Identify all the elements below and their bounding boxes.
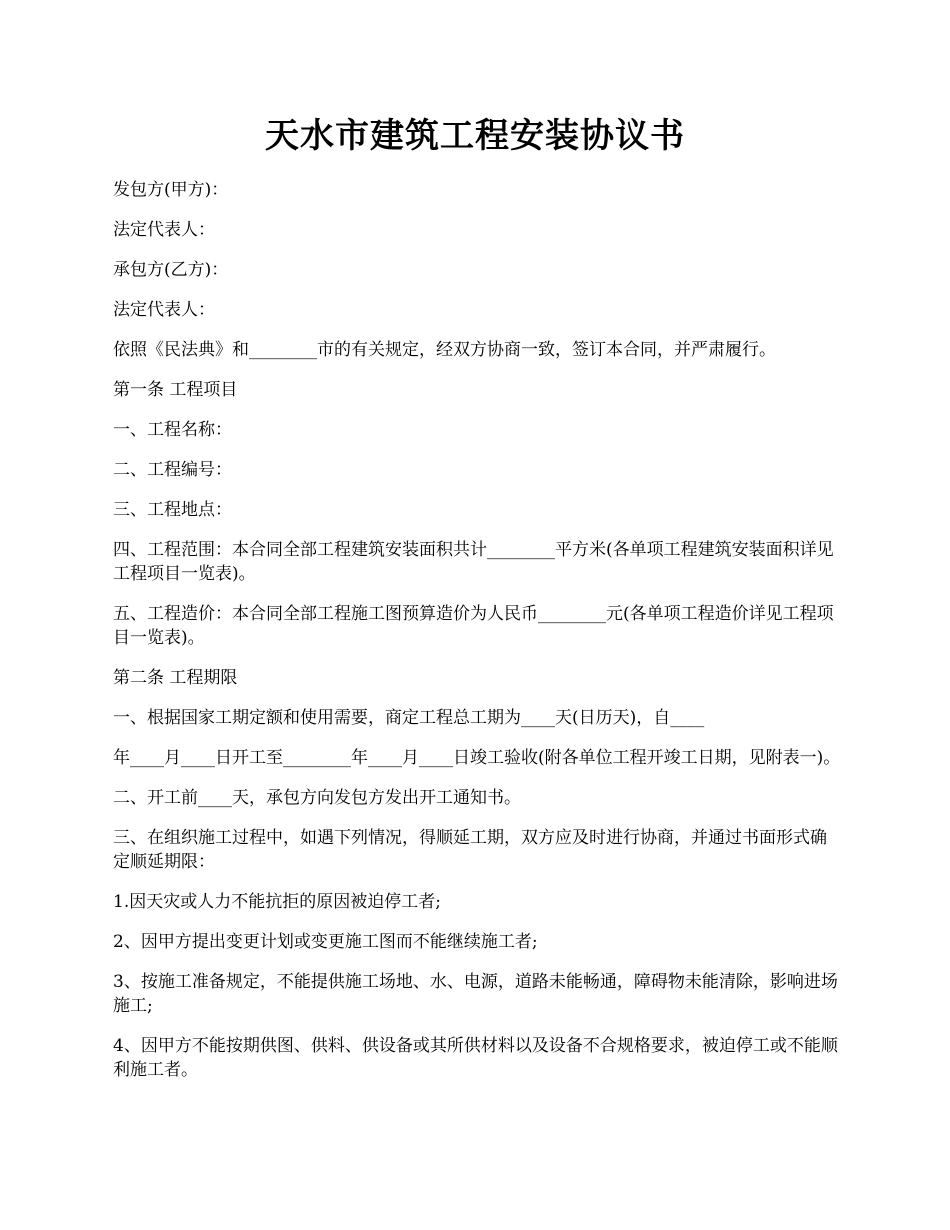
article-1-heading: 第一条 工程项目 — [113, 380, 238, 400]
duration-paragraph: 一、根据国家工期定额和使用需要，商定工程总工期为____天(日历天)，自____ — [113, 708, 705, 728]
party-a-representative-line: 法定代表人： — [113, 220, 215, 240]
extension-item-4: 4、因甲方不能按期供图、供料、供设备或其所供材料以及设备不合规格要求，被迫停工或不能顺利施工者。 — [113, 1036, 838, 1080]
extension-item-3: 3、按施工准备规定，不能提供施工场地、水、电源，道路未能畅通，障碍物未能清除，影响进场施工; — [113, 972, 838, 1016]
document-title: 天水市建筑工程安装协议书 — [265, 116, 685, 156]
extension-item-2: 2、因甲方提出变更计划或变更施工图而不能继续施工者; — [113, 932, 538, 952]
extension-item-1: 1.因天灾或人力不能抗拒的原因被迫停工者; — [113, 892, 441, 912]
party-b-representative-line: 法定代表人： — [113, 300, 215, 320]
project-cost-paragraph: 五、工程造价：本合同全部工程施工图预算造价为人民币________元(各单项工程造价详见工程项目一览表)。 — [113, 604, 834, 648]
project-scope-paragraph: 四、工程范围：本合同全部工程建筑安装面积共计________平方米(各单项工程建筑安装面积详见工程项目一览表)。 — [113, 540, 834, 584]
document-body — [113, 178, 841, 1098]
dates-paragraph: 年____月____日开工至________年____月____日竣工验收(附各单位工程开竣工日期，见附表一)。 — [113, 748, 841, 768]
extension-paragraph: 三、在组织施工过程中，如遇下列情况，得顺延工期，双方应及时进行协商，并通过书面形式确定顺延期限： — [113, 828, 827, 872]
article-2-heading: 第二条 工程期限 — [113, 668, 238, 688]
project-location-line: 三、工程地点： — [113, 500, 232, 520]
project-name-line: 一、工程名称： — [113, 420, 232, 440]
party-a-line: 发包方(甲方)： — [113, 180, 229, 200]
start-notice-paragraph: 二、开工前____天，承包方向发包方发出开工通知书。 — [113, 788, 521, 808]
preamble-paragraph: 依照《民法典》和________市的有关规定，经双方协商一致，签订本合同，并严肃履行。 — [113, 340, 776, 360]
party-b-line: 承包方(乙方)： — [113, 260, 229, 280]
project-number-line: 二、工程编号： — [113, 460, 232, 480]
